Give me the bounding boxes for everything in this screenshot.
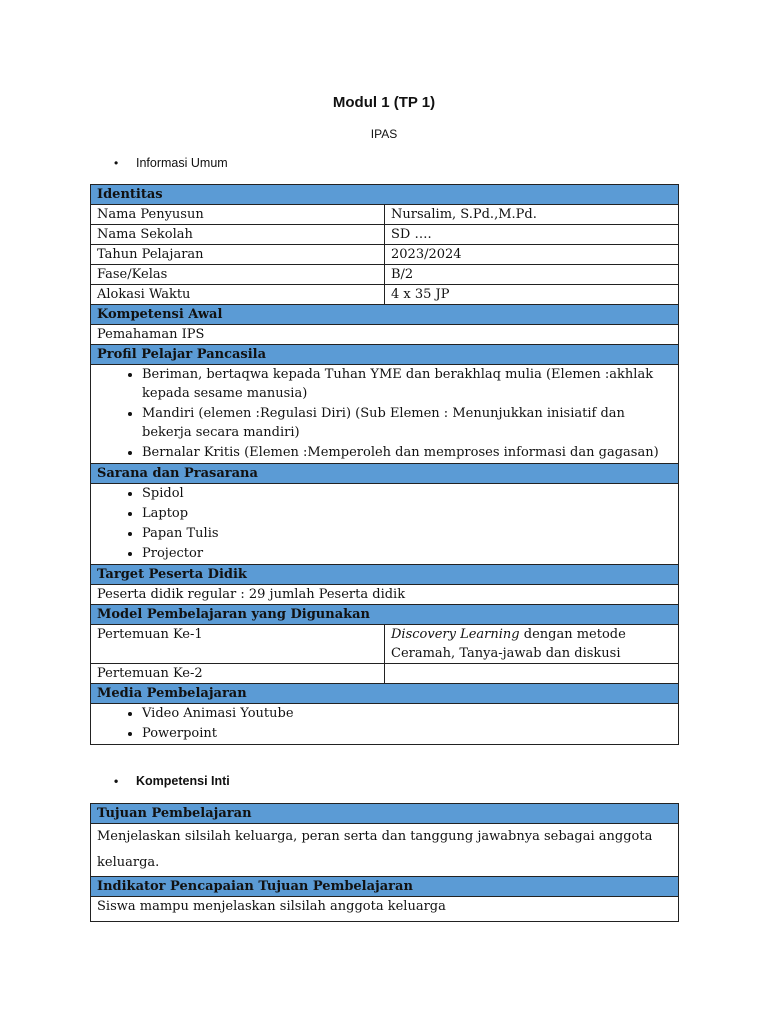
section-label: Kompetensi Inti (136, 774, 230, 788)
row-value (385, 625, 679, 664)
kompetensi-inti-table (90, 803, 679, 922)
bullet-icon: • (114, 156, 119, 170)
table-row (91, 325, 679, 345)
sarana-header: Sarana dan Prasarana (91, 464, 679, 484)
table-header-row (91, 464, 679, 484)
table-row (91, 704, 679, 745)
row-value: 2023/2024 (385, 245, 679, 265)
table-row (91, 824, 679, 877)
row-label: Alokasi Waktu (91, 285, 385, 305)
row-label: Fase/Kelas (91, 265, 385, 285)
table-row (91, 897, 679, 922)
list-item: • Powerpoint (142, 724, 672, 743)
table-row (91, 664, 679, 684)
row-label: Pertemuan Ke-2 (91, 664, 385, 684)
table-header-row (91, 345, 679, 365)
sarana-list (97, 484, 672, 563)
media-list (97, 704, 672, 743)
target-header: Target Peserta Didik (91, 565, 679, 585)
section-label: Informasi Umum (136, 156, 228, 170)
model-description: dengan metode Ceramah, Tanya-jawab dan diskusi (391, 627, 626, 661)
subject-label: IPAS (370, 127, 398, 141)
table-row (91, 225, 679, 245)
table-row (91, 205, 679, 225)
document-title: Modul 1 (TP 1) (332, 94, 436, 111)
list-item: • Projector (142, 544, 672, 563)
tujuan-header: Tujuan Pembelajaran (91, 804, 679, 824)
kompetensi-awal-header: Kompetensi Awal (91, 305, 679, 325)
row-value: SD …. (385, 225, 679, 245)
bullet-icon: • (114, 774, 119, 788)
row-value: 4 x 35 JP (385, 285, 679, 305)
list-item: • Mandiri (elemen :Regulasi Diri) (Sub Elemen : Menunjukkan inisiatif dan bekerja secara mandiri) (142, 404, 672, 442)
profil-pelajar-header: Profil Pelajar Pancasila (91, 345, 679, 365)
kompetensi-awal-value: Pemahaman IPS (91, 325, 679, 345)
row-label: Pertemuan Ke-1 (91, 625, 385, 664)
table-header-row (91, 684, 679, 704)
row-value: Nursalim, S.Pd.,M.Pd. (385, 205, 679, 225)
table-row (91, 484, 679, 565)
table-row (91, 585, 679, 605)
table-row (91, 365, 679, 464)
table-header-row (91, 565, 679, 585)
informasi-umum-table (90, 184, 679, 745)
model-header: Model Pembelajaran yang Digunakan (91, 605, 679, 625)
list-item: • Papan Tulis (142, 524, 672, 543)
target-value: Peserta didik regular : 29 jumlah Peserta didik (91, 585, 679, 605)
table-row (91, 285, 679, 305)
table-header-row (91, 305, 679, 325)
indikator-header: Indikator Pencapaian Tujuan Pembelajaran (91, 877, 679, 897)
section-informasi-umum (114, 156, 228, 170)
table-header-row (91, 804, 679, 824)
model-name: Discovery Learning (391, 627, 520, 642)
table-row (91, 245, 679, 265)
profil-list (97, 365, 672, 462)
list-item: • Laptop (142, 504, 672, 523)
table-header-row (91, 877, 679, 897)
row-label: Tahun Pelajaran (91, 245, 385, 265)
indikator-value: Siswa mampu menjelaskan silsilah anggota keluarga (91, 897, 679, 922)
table-row (91, 265, 679, 285)
table-row (91, 625, 679, 664)
media-header: Media Pembelajaran (91, 684, 679, 704)
row-label: Nama Sekolah (91, 225, 385, 245)
list-item: • Beriman, bertaqwa kepada Tuhan YME dan berakhlaq mulia (Elemen :akhlak kepada sesame manusia) (142, 365, 672, 403)
list-item: • Bernalar Kritis (Elemen :Memperoleh dan memproses informasi dan gagasan) (142, 443, 672, 462)
table-header-row (91, 185, 679, 205)
section-kompetensi-inti (114, 774, 230, 788)
tujuan-value: Menjelaskan silsilah keluarga, peran serta dan tanggung jawabnya sebagai anggota keluarga. (91, 824, 679, 877)
list-item: • Spidol (142, 484, 672, 503)
list-item: • Video Animasi Youtube (142, 704, 672, 723)
row-value (385, 664, 679, 684)
table-header-row (91, 605, 679, 625)
identitas-header: Identitas (91, 185, 679, 205)
row-label: Nama Penyusun (91, 205, 385, 225)
row-value: B/2 (385, 265, 679, 285)
